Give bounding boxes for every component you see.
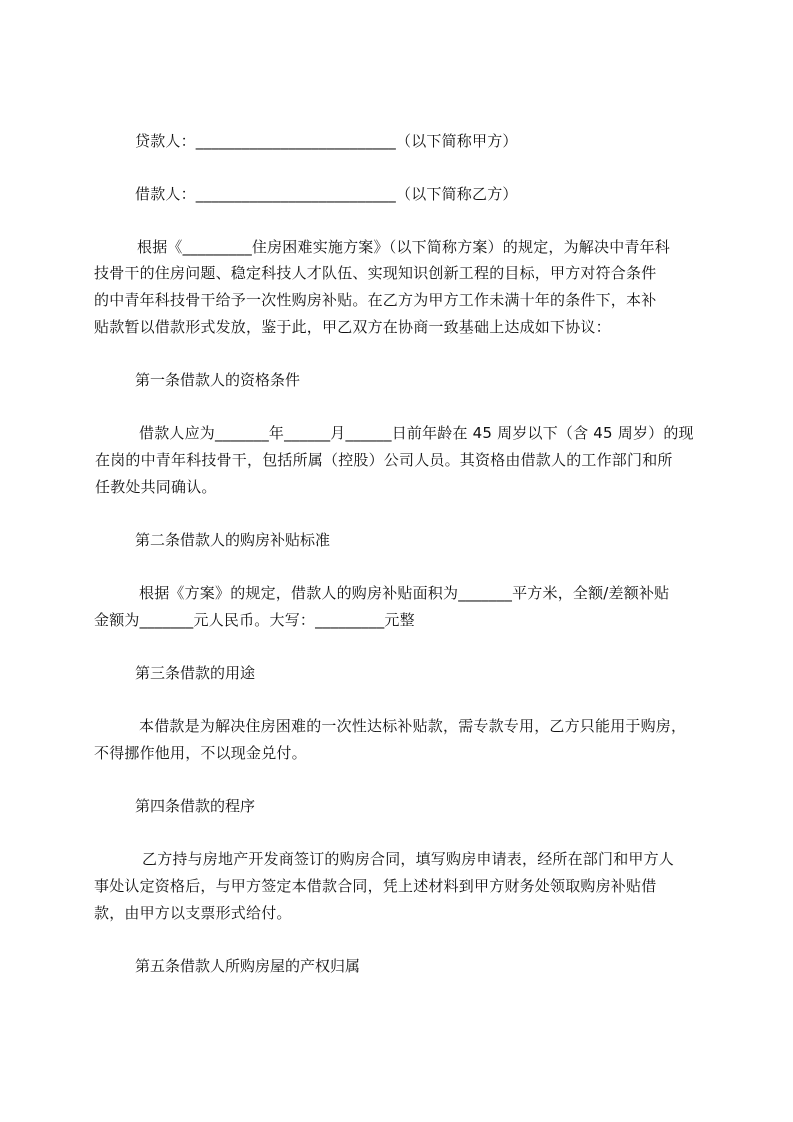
preamble-line: 的中青年科技骨干给予一次性购房补贴。在乙方为甲方工作未满十年的条件下，本补 [94,291,657,309]
article-4-line: 乙方持与房地产开发商签订的购房合同，填写购房申请表，经所在部门和甲方人 [142,850,675,868]
borrower-line: 借款人：__________________________（以下简称乙方） [135,185,518,203]
article-1-line: 借款人应为_______年______月______日前年龄在 45 周岁以下（含 45 周岁）的现 [139,424,694,442]
lender-line: 贷款人：__________________________（以下简称甲方） [135,132,518,150]
article-3-line: 不得挪作他用，不以现金兑付。 [94,744,307,762]
article-2-line: 根据《方案》的规定，借款人的购房补贴面积为_______平方米，全额/差额补贴 [139,584,670,602]
article-4-line: 事处认定资格后，与甲方签定本借款合同，凭上述材料到甲方财务处领取购房补贴借 [94,877,657,895]
preamble-line: 技骨干的住房问题、稳定科技人才队伍、实现知识创新工程的目标，甲方对符合条件 [94,264,657,282]
preamble-line: 根据《_________住房困难实施方案》（以下简称方案）的规定，为解决中青年科 [137,238,671,256]
preamble-line: 贴款暂以借款形式发放，鉴于此，甲乙双方在协商一致基础上达成如下协议： [94,318,611,336]
article-3-heading: 第三条借款的用途 [135,664,256,682]
article-1-heading: 第一条借款人的资格条件 [135,371,301,389]
article-1-line: 在岗的中青年科技骨干，包括所属（控股）公司人员。其资格由借款人的工作部门和所 [95,451,673,469]
article-4-line: 款，由甲方以支票形式给付。 [94,904,292,922]
article-2-heading: 第二条借款人的购房补贴标准 [135,531,331,549]
article-2-line: 金额为_______元人民币。大写：_________元整 [94,611,415,629]
article-4-heading: 第四条借款的程序 [135,797,256,815]
article-3-line: 本借款是为解决住房困难的一次性达标补贴款，需专款专用，乙方只能用于购房， [139,717,687,735]
article-5-heading: 第五条借款人所购房屋的产权归属 [135,957,361,975]
article-1-line: 任教处共同确认。 [95,478,217,496]
